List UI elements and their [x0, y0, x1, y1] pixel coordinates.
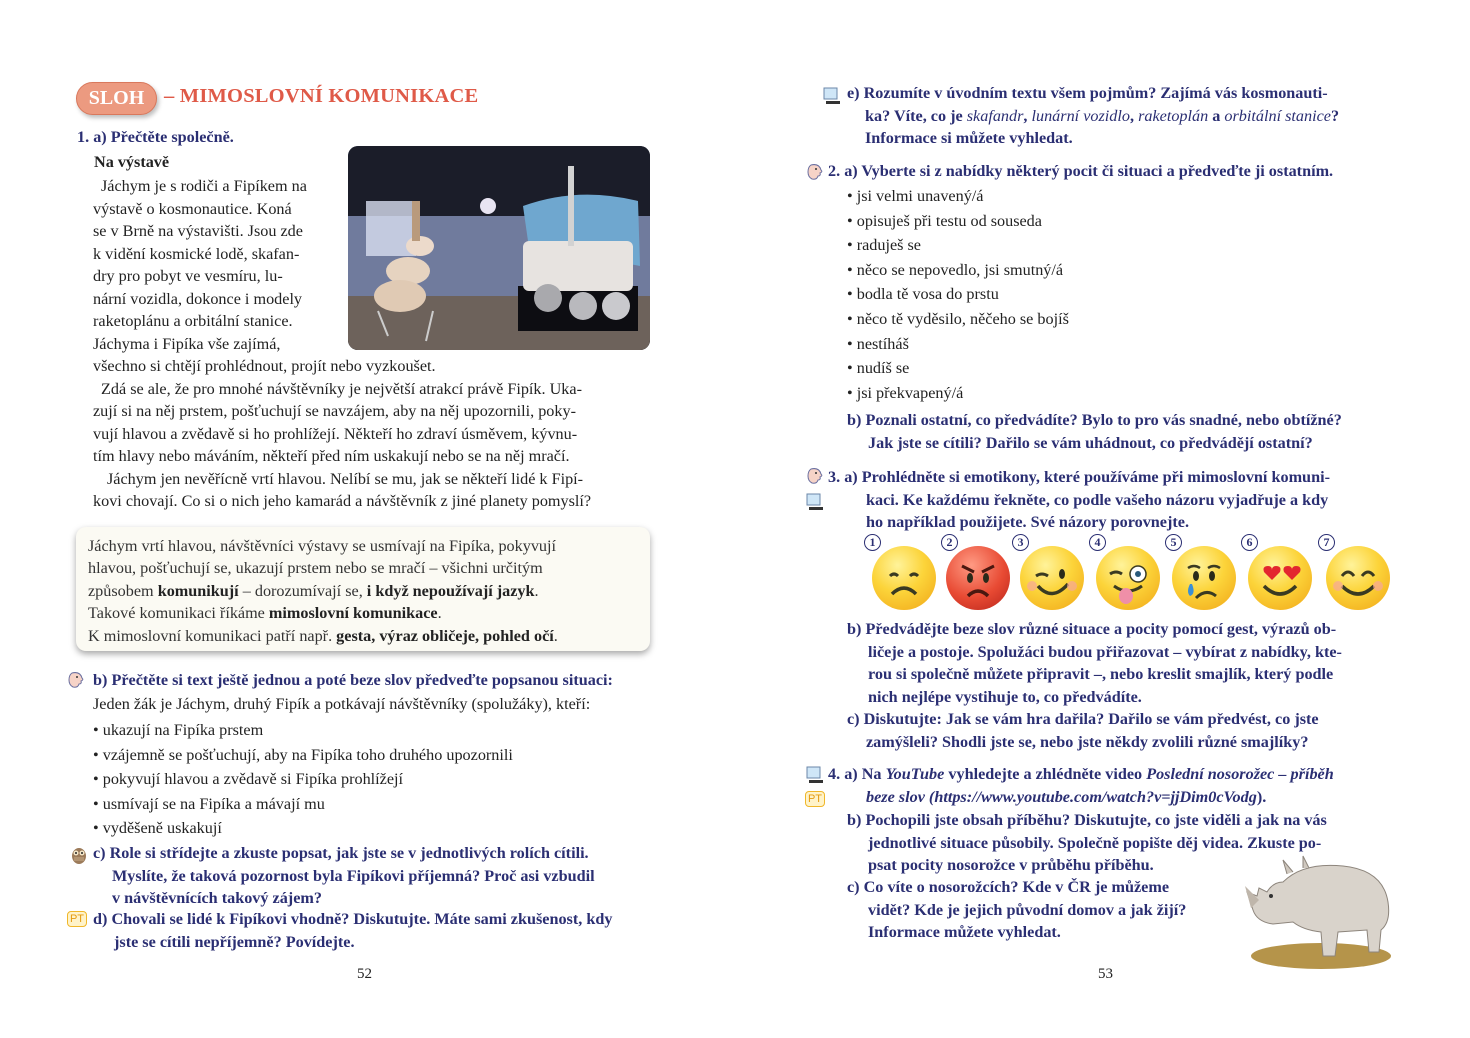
task-3a: 3. a) Prohlédněte si emotikony, které používáme při mimoslovní komuni- kaci. Ke každému řekněte, co podle vašeho názoru vyjadřuje a kdy ho například použijete. Své názory porovnejte.	[828, 468, 1330, 531]
crying-emoji-icon	[1172, 546, 1236, 610]
exhibition-photo	[348, 146, 650, 350]
emoticon-number: 7	[1318, 534, 1335, 551]
task-4c: c) Co víte o nosorožcích? Kde v ČR je můžeme vidět? Kde je jejich původní domov a jak žijí? Informace můžete vyhledat.	[847, 878, 1187, 941]
list-item: • vyděšeně uskakují	[93, 816, 513, 841]
story-line: nární vozidla, dokonce i modely	[93, 289, 303, 308]
owl-icon	[71, 845, 87, 865]
info-box-definition	[76, 527, 650, 651]
story-line: Jáchym jen nevěřícně vrtí hlavou. Nelíbí se mu, jak se někteří lidé k Fipí-	[107, 469, 584, 488]
emoticon-number: 1	[864, 534, 881, 551]
task-4a: 4. a) Na YouTube vyhledejte a zhlédněte video Poslední nosorožec – příběh beze slov (https://www.youtube.com/watch?v=jjDim0cVodg).	[828, 763, 1395, 808]
pt-badge: PT	[805, 791, 825, 807]
rhinoceros-illustration	[1243, 852, 1395, 970]
computer-icon	[822, 86, 842, 106]
task-1b-label: b) Přečtěte si text ještě jednou a poté beze slov předveďte popsanou situaci:	[93, 671, 613, 689]
page-title: – MIMOSLOVNÍ KOMUNIKACE	[164, 85, 479, 107]
happy-emoji-icon	[1326, 546, 1390, 610]
list-item: • jsi překvapený/á	[847, 381, 1069, 406]
task-2a-list	[847, 184, 1069, 405]
winking-emoji-icon	[1020, 546, 1084, 610]
story-text-narrow	[93, 175, 333, 355]
talking-head-icon	[805, 162, 825, 182]
computer-icon	[805, 765, 825, 785]
story-line: všechno si chtějí prohlédnout, projít nebo vyzkoušet.	[93, 357, 436, 375]
task-2a-label: 2. a) Vyberte si z nabídky některý pocit či situaci a předveďte ji ostatním.	[828, 162, 1334, 180]
pt-badge: PT	[67, 911, 87, 927]
task-4b: b) Pochopili jste obsah příběhu? Diskutujte, co jste viděli a jak na vás jednotlivé situace působily. Společně popište děj videa. Zkuste po- psat pocity nosorožce v průběhu příběhu.	[847, 811, 1327, 874]
story-line: Jáchyma i Fipíka vše zajímá,	[93, 334, 281, 353]
task-1d: d) Chovali se lidé k Fipíkovi vhodně? Diskutujte. Máte sami zkušenost, kdy jste se cítili nepříjemně? Povídejte.	[93, 910, 613, 951]
angry-emoji-icon	[946, 546, 1010, 610]
list-item: • ukazují na Fipíka prstem	[93, 718, 513, 743]
list-item: • bodla tě vosa do prstu	[847, 282, 1069, 307]
task-3c: c) Diskutujte: Jak se vám hra dařila? Dařilo se vám předvést, co jste zamýšleli? Shodli jste se, nebo jste někdy zvolili různé smajlíky?	[847, 710, 1319, 751]
page-number: 53	[1098, 966, 1113, 982]
task-1c: c) Role si střídejte a zkuste popsat, jak jste se v jednotlivých rolích cítili. Myslíte, že taková pozornost byla Fipíkovi příjemná? Proč asi vzbudil v návštěvnících takový zájem?	[93, 844, 595, 907]
list-item: • něco tě vyděsilo, něčeho se bojíš	[847, 307, 1069, 332]
info-line: Jáchym vrtí hlavou, návštěvníci výstavy se usmívají na Fipíka, pokyvují	[88, 537, 557, 555]
story-line: tím hlavy nebo máváním, někteří před ním uskakují nebo se na něj mračí.	[93, 447, 570, 465]
task-1b-list	[93, 718, 513, 841]
list-item: • nestíháš	[847, 332, 1069, 357]
computer-icon	[805, 492, 825, 512]
talking-head-icon	[805, 466, 825, 486]
list-item: • opisuješ při testu od souseda	[847, 209, 1069, 234]
story-line: dry pro pobyt ve vesmíru, lu-	[93, 267, 283, 285]
story-line: k vidění kosmické lodě, skafan-	[93, 244, 300, 263]
story-line: raketoplánu a orbitální stanice.	[93, 312, 293, 330]
story-line: výstavě o kosmonautice. Koná	[93, 199, 292, 218]
emoticon-number: 3	[1012, 534, 1029, 551]
youtube-link[interactable]: beze slov (https://www.youtube.com/watch?v=jjDim0cVodg).	[866, 787, 1267, 806]
story-line: se v Brně na výstavišti. Jsou zde	[93, 222, 303, 240]
info-line: hlavou, pošťuchují se, ukazují prstem nebo se mračí – všichni určitým	[88, 559, 543, 578]
lunar-exhibit-image	[348, 146, 650, 350]
task-3b: b) Předvádějte beze slov různé situace a pocity pomocí gest, výrazů ob- ličeje a postoje. Spolužáci budou přiřazovat – vybírat z nabídky, kte- rou si společně můžete připravit –, nebo kreslit smajlík, který podle nich nejlépe vystihuje to, co předvádíte.	[847, 620, 1342, 706]
list-item: • pokyvují hlavou a zvědavě si Fipíka prohlížejí	[93, 767, 513, 792]
task-1b-intro: Jeden žák je Jáchym, druhý Fipík a potkávají návštěvníky (spolužáky), kteří:	[93, 695, 591, 713]
page-number: 52	[357, 966, 372, 982]
list-item: • nudíš se	[847, 356, 1069, 381]
story-line: Zdá se ale, že pro mnohé návštěvníky je největší atrakcí právě Fipík. Uka-	[101, 379, 582, 398]
story-line: zují si na něj prstem, pošťuchují se navzájem, aby na něj upozornili, poky-	[93, 402, 576, 420]
list-item: • usmívají se na Fipíka a mávají mu	[93, 792, 513, 817]
story-line: kovi chovají. Co si o nich jeho kamarád a návštěvník z jiné planety pomyslí?	[93, 492, 592, 510]
task-1a-label: 1. a) Přečtěte společně.	[77, 128, 234, 146]
emoticon-number: 6	[1241, 534, 1258, 551]
list-item: • jsi velmi unavený/á	[847, 184, 1069, 209]
info-line: Takové komunikaci říkáme mimoslovní komunikace.	[88, 604, 442, 623]
story-line: Jáchym je s rodiči a Fipíkem na	[101, 177, 307, 195]
story-line: vují hlavou a zvědavě si ho prohlížejí. Někteří ho zdraví úsměvem, kývnu-	[93, 424, 578, 443]
task-1e: e) Rozumíte v úvodním textu všem pojmům? Zajímá vás kosmonauti- ka? Víte, co je skafandr, lunární vozidlo, raketoplán a orbitální stanice? Informace si můžete vyhledat.	[847, 84, 1340, 147]
list-item: • raduješ se	[847, 233, 1069, 258]
list-item: • vzájemně se pošťuchují, aby na Fipíka toho druhého upozornili	[93, 743, 513, 768]
info-line: K mimoslovní komunikaci patří např. gesta, výraz obličeje, pohled očí.	[88, 626, 558, 645]
list-item: • něco se nepovedlo, jsi smutný/á	[847, 258, 1069, 283]
emoticon-row	[862, 536, 1398, 608]
emoticon-number: 5	[1165, 534, 1182, 551]
story-title: Na výstavě	[94, 153, 170, 171]
story-text-wide	[93, 355, 651, 513]
talking-head-icon	[66, 670, 86, 690]
emoticon-number: 4	[1089, 534, 1106, 551]
section-badge: SLOH	[76, 82, 157, 115]
heart-eyes-emoji-icon	[1248, 546, 1312, 610]
info-line: způsobem komunikují – dorozumívají se, i když nepoužívají jazyk.	[88, 581, 539, 600]
sad-emoji-icon	[872, 546, 936, 610]
emoticon-number: 2	[941, 534, 958, 551]
task-2b: b) Poznali ostatní, co předvádíte? Bylo to pro vás snadné, nebo obtížné? Jak jste se cítili? Dařilo se vám uhádnout, co předvádějí ostatní?	[847, 411, 1342, 452]
tongue-out-emoji-icon	[1096, 546, 1160, 610]
